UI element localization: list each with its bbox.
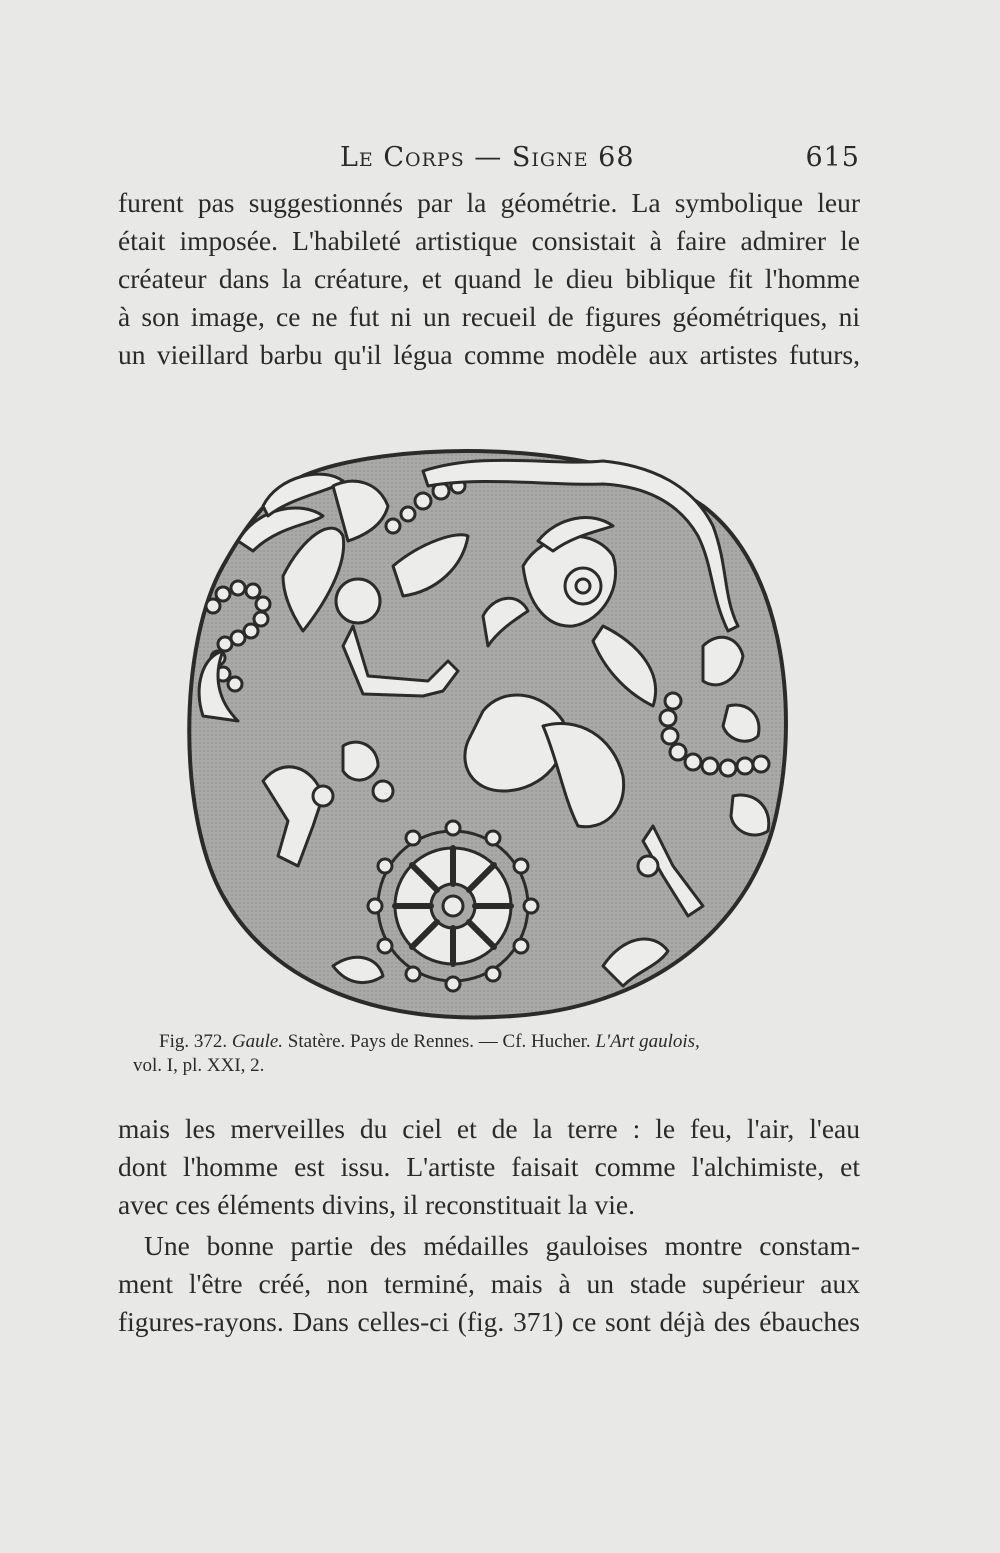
text-line: Une bonne partie des médailles gauloises montre constam- bbox=[144, 1230, 860, 1261]
caption-description: Statère. Pays de Rennes. — Cf. Hucher. bbox=[287, 1031, 591, 1052]
text-line: à son image, ce ne fut ni un recueil de figures géométriques, ni bbox=[118, 301, 860, 332]
text-line: créateur dans la créature, et quand le dieu biblique fit l'homme bbox=[118, 263, 860, 294]
page-number: 615 bbox=[805, 142, 860, 173]
running-head bbox=[118, 142, 860, 182]
text-line: était imposée. L'habileté artistique consistait à faire admirer le bbox=[118, 225, 860, 256]
caption-reference: vol. I, pl. XXI, 2. bbox=[133, 1055, 265, 1076]
text-line: avec ces éléments divins, il reconstituait la vie. bbox=[118, 1189, 635, 1220]
text-line: dont l'homme est issu. L'artiste faisait comme l'alchimiste, et bbox=[118, 1151, 860, 1182]
caption-line-1 bbox=[133, 1030, 813, 1054]
paragraph-2 bbox=[118, 1110, 860, 1224]
figure-number: Fig. 372. bbox=[159, 1031, 228, 1052]
paragraph-3 bbox=[118, 1227, 860, 1341]
caption-work-title: L'Art gaulois, bbox=[595, 1031, 700, 1052]
caption-region: Gaule. bbox=[231, 1031, 284, 1052]
text-line: un vieillard barbu qu'il légua comme modèle aux artistes futurs, bbox=[118, 339, 860, 370]
running-head-title: Le Corps — Signe 68 bbox=[340, 142, 635, 173]
text-line: ment l'être créé, non terminé, mais à un stade supérieur aux bbox=[118, 1268, 860, 1299]
figure-caption bbox=[133, 1030, 813, 1078]
paragraph-1 bbox=[118, 184, 860, 374]
gaulish-stater-engraving bbox=[183, 446, 793, 1026]
text-line: furent pas suggestionnés par la géométrie. La symbolique leur bbox=[118, 187, 860, 218]
text-line: mais les merveilles du ciel et de la terre : le feu, l'air, l'eau bbox=[118, 1113, 860, 1144]
coin-illustration bbox=[183, 446, 793, 1026]
text-line: figures-rayons. Dans celles-ci (fig. 371) ce sont déjà des ébauches bbox=[118, 1306, 860, 1337]
